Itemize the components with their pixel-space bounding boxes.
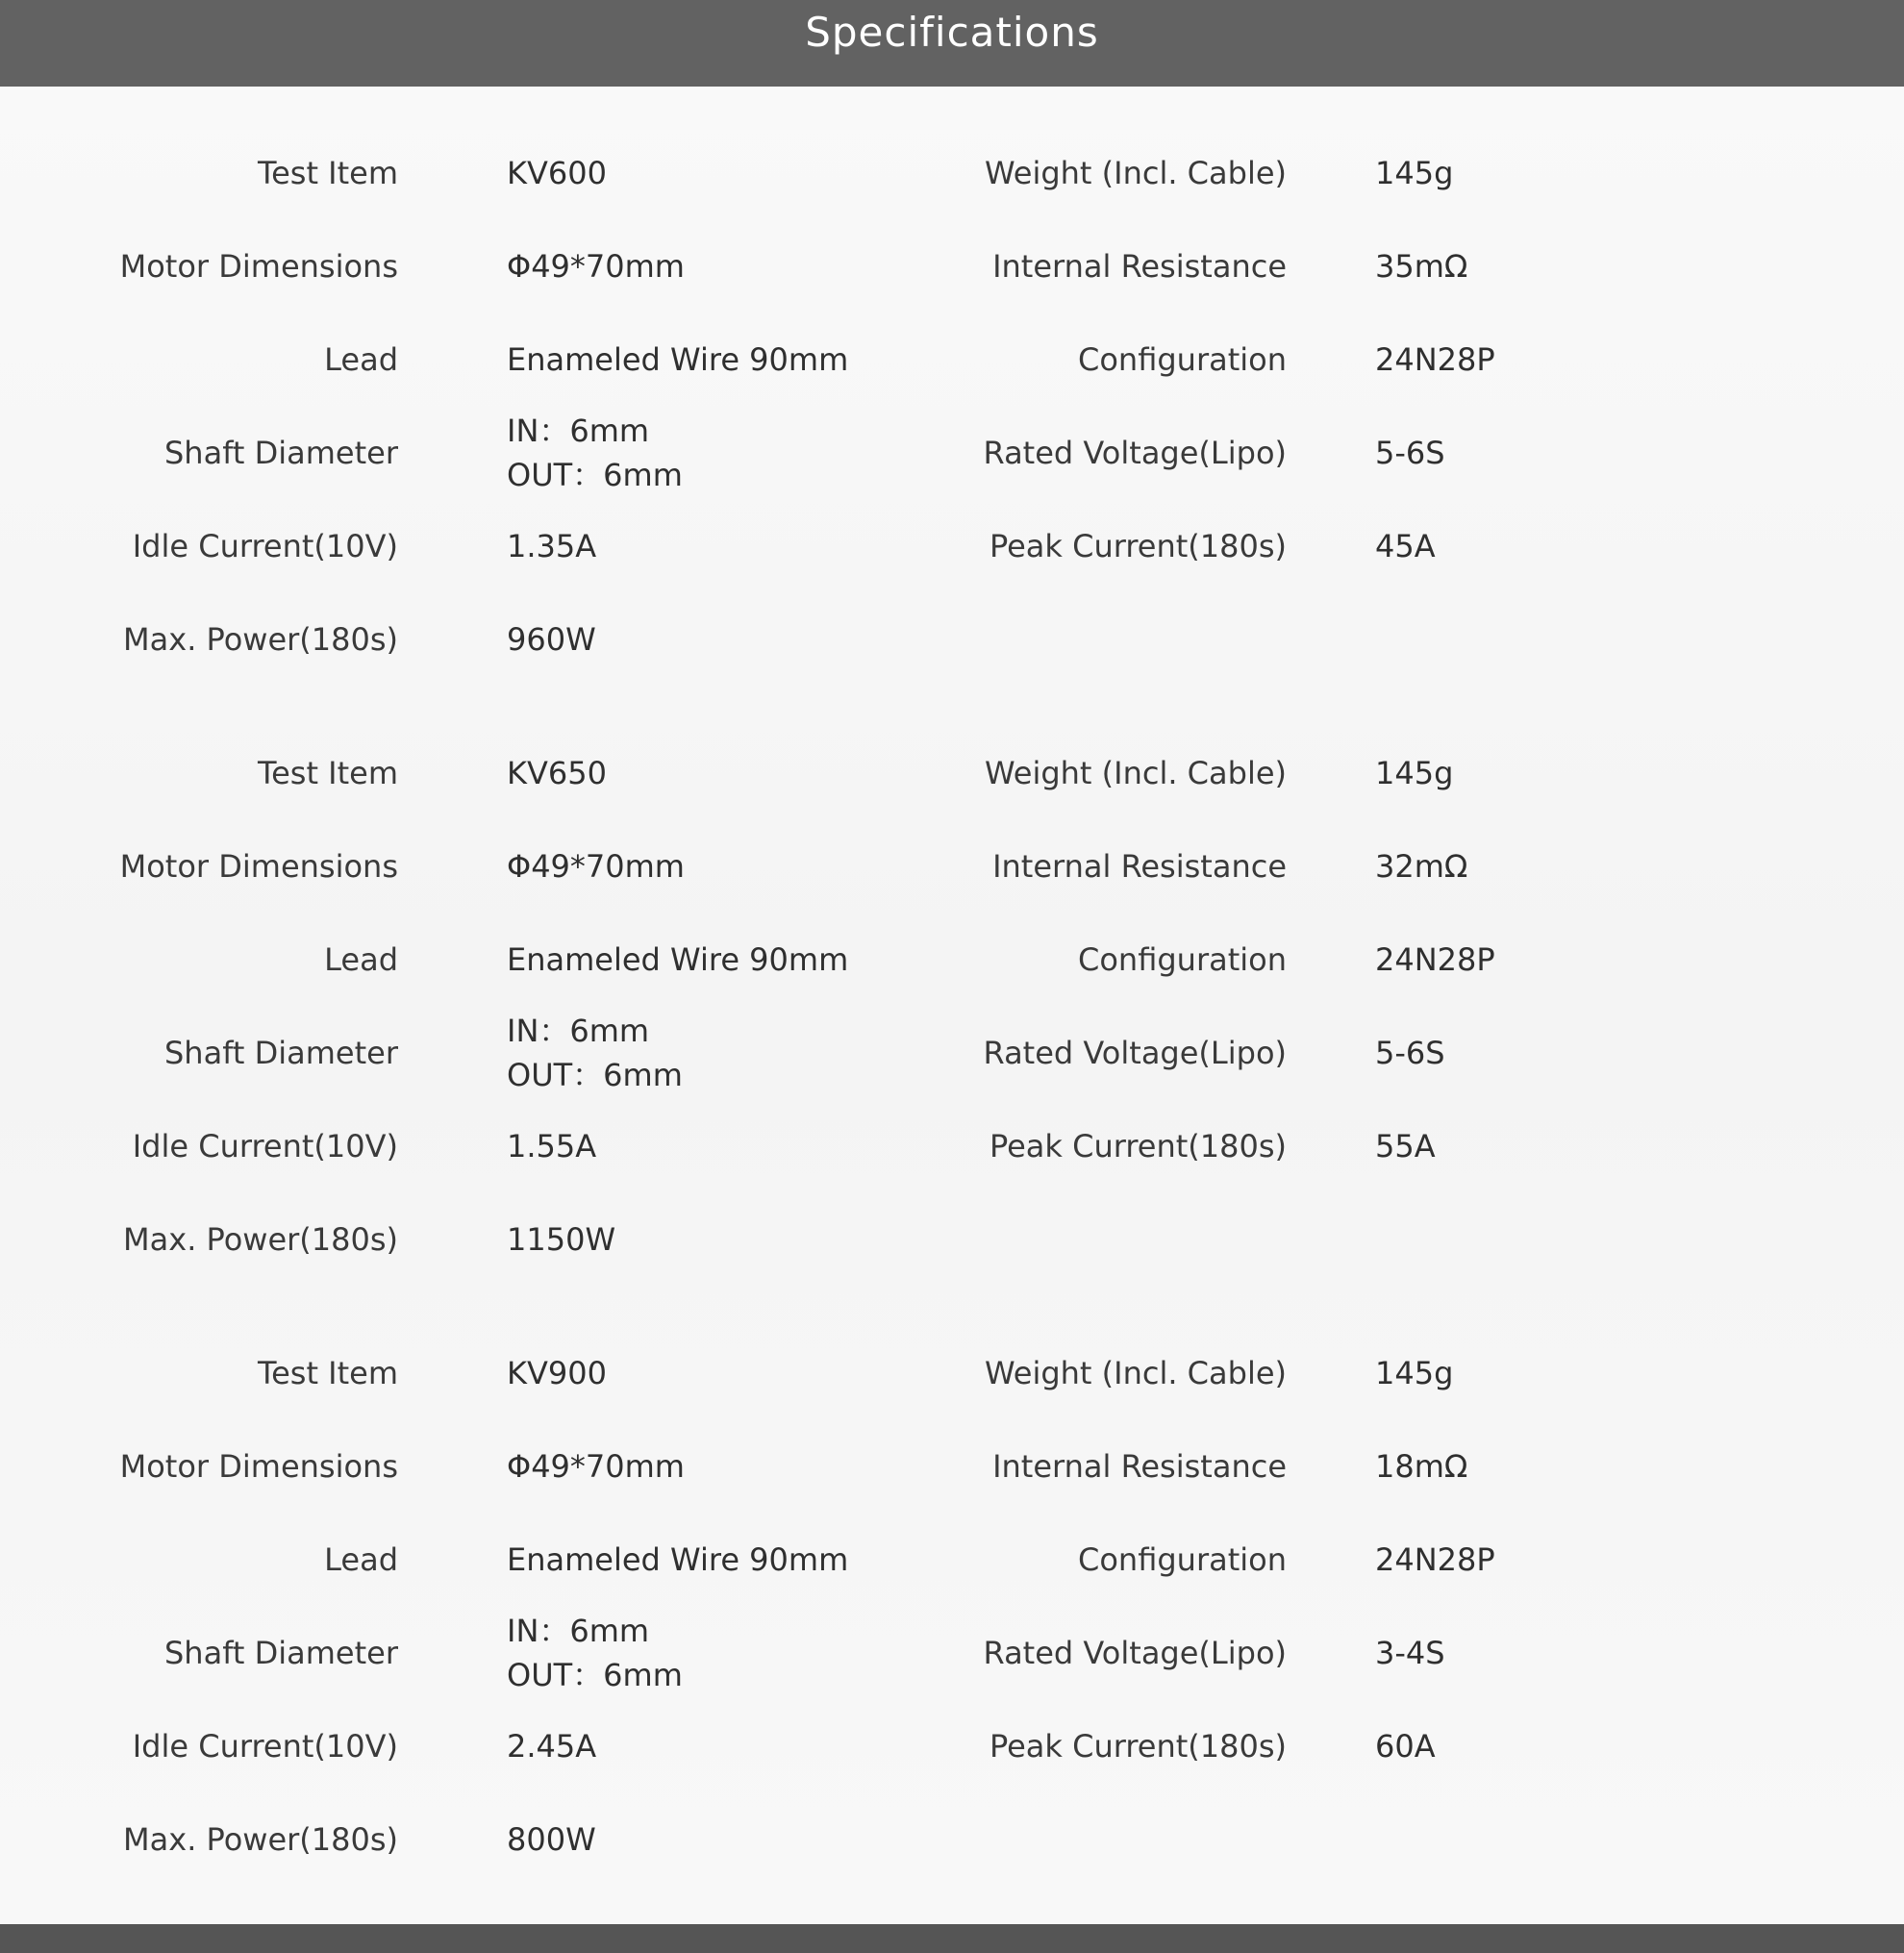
spec-value: 24N28P [1375, 941, 1495, 978]
spec-row-motor-dimensions [0, 838, 1904, 895]
spec-value: Φ49*70mm [507, 1448, 685, 1485]
spec-value-multiline [507, 1613, 959, 1693]
spec-row-test-item [0, 744, 1904, 802]
spec-label: Idle Current(10V) [132, 528, 398, 564]
spec-label: Weight (Incl. Cable) [984, 755, 1287, 791]
spec-value: 35mΩ [1375, 248, 1468, 285]
spec-group-kv900 [0, 1344, 1904, 1921]
spec-value: KV650 [507, 755, 607, 791]
spec-row-motor-dimensions [0, 1438, 1904, 1495]
spec-value: 24N28P [1375, 1541, 1495, 1578]
spec-value: 24N28P [1375, 341, 1495, 378]
spec-value: KV600 [507, 155, 607, 191]
spec-label: Idle Current(10V) [132, 1728, 398, 1765]
spec-row-lead [0, 931, 1904, 989]
spec-row-test-item [0, 1344, 1904, 1402]
spec-label: Test Item [257, 755, 398, 791]
spec-group-kv650 [0, 744, 1904, 1321]
spec-value: Φ49*70mm [507, 848, 685, 885]
spec-label: Weight (Incl. Cable) [984, 155, 1287, 191]
spec-label: Weight (Incl. Cable) [984, 1355, 1287, 1391]
spec-label: Rated Voltage(Lipo) [983, 435, 1287, 471]
spec-label: Lead [324, 341, 398, 378]
spec-label: Peak Current(180s) [989, 1128, 1287, 1164]
spec-row-lead [0, 1531, 1904, 1589]
spec-value-line: OUT：6mm [507, 457, 683, 493]
spec-label: Max. Power(180s) [123, 1221, 398, 1258]
spec-value: 5-6S [1375, 435, 1445, 471]
spec-label: Shaft Diameter [163, 435, 398, 471]
spec-label: Rated Voltage(Lipo) [983, 1635, 1287, 1671]
spec-value: Enameled Wire 90mm [507, 341, 849, 378]
spec-value-line: OUT：6mm [507, 1657, 683, 1693]
spec-row-lead [0, 331, 1904, 388]
spec-row-max-power [0, 611, 1904, 668]
spec-label: Shaft Diameter [163, 1035, 398, 1071]
spec-label: Peak Current(180s) [989, 528, 1287, 564]
spec-value: 18mΩ [1375, 1448, 1468, 1485]
spec-value: 2.45A [507, 1728, 597, 1765]
spec-value: 1150W [507, 1221, 616, 1258]
spec-value: 960W [507, 621, 596, 658]
spec-row-idle-current [0, 1117, 1904, 1175]
spec-value: 145g [1375, 1355, 1454, 1391]
spec-label: Internal Resistance [992, 848, 1287, 885]
spec-value-multiline [507, 1013, 959, 1093]
spec-value: 1.55A [507, 1128, 597, 1164]
spec-row-max-power [0, 1811, 1904, 1868]
page-title: Specifications [805, 8, 1099, 56]
spec-label: Internal Resistance [992, 248, 1287, 285]
spec-value: 60A [1375, 1728, 1436, 1765]
spec-label: Test Item [257, 155, 398, 191]
spec-value: 145g [1375, 155, 1454, 191]
footer-bar [0, 1924, 1904, 1953]
spec-value-line: OUT：6mm [507, 1057, 683, 1093]
spec-value: Enameled Wire 90mm [507, 941, 849, 978]
spec-value: Enameled Wire 90mm [507, 1541, 849, 1578]
spec-value-multiline [507, 413, 959, 493]
spec-label: Idle Current(10V) [132, 1128, 398, 1164]
spec-value-line: IN：6mm [507, 413, 650, 449]
spec-label: Configuration [1077, 1541, 1287, 1578]
spec-label: Lead [324, 941, 398, 978]
spec-value: 55A [1375, 1128, 1436, 1164]
spec-value: KV900 [507, 1355, 607, 1391]
spec-value: 5-6S [1375, 1035, 1445, 1071]
spec-value: 3-4S [1375, 1635, 1445, 1671]
spec-row-test-item [0, 144, 1904, 202]
spec-label: Lead [324, 1541, 398, 1578]
spec-row-idle-current [0, 517, 1904, 575]
spec-value-line: IN：6mm [507, 1013, 650, 1049]
specifications-content [0, 87, 1904, 1924]
spec-label: Motor Dimensions [119, 248, 398, 285]
spec-value: Φ49*70mm [507, 248, 685, 285]
spec-row-idle-current [0, 1717, 1904, 1775]
spec-label: Configuration [1077, 341, 1287, 378]
spec-label: Test Item [257, 1355, 398, 1391]
spec-label: Peak Current(180s) [989, 1728, 1287, 1765]
spec-row-shaft-diameter [0, 1613, 1904, 1693]
spec-label: Internal Resistance [992, 1448, 1287, 1485]
spec-row-max-power [0, 1211, 1904, 1268]
spec-value: 1.35A [507, 528, 597, 564]
spec-row-motor-dimensions [0, 238, 1904, 295]
spec-label: Motor Dimensions [119, 1448, 398, 1485]
spec-row-shaft-diameter [0, 413, 1904, 493]
spec-label: Motor Dimensions [119, 848, 398, 885]
specifications-header [0, 0, 1904, 87]
spec-value: 145g [1375, 755, 1454, 791]
spec-value-line: IN：6mm [507, 1613, 650, 1649]
spec-label: Configuration [1077, 941, 1287, 978]
spec-label: Rated Voltage(Lipo) [983, 1035, 1287, 1071]
spec-row-shaft-diameter [0, 1013, 1904, 1093]
spec-group-kv600 [0, 144, 1904, 721]
spec-value: 800W [507, 1821, 596, 1858]
spec-value: 45A [1375, 528, 1436, 564]
spec-label: Shaft Diameter [163, 1635, 398, 1671]
spec-label: Max. Power(180s) [123, 1821, 398, 1858]
spec-value: 32mΩ [1375, 848, 1468, 885]
spec-label: Max. Power(180s) [123, 621, 398, 658]
